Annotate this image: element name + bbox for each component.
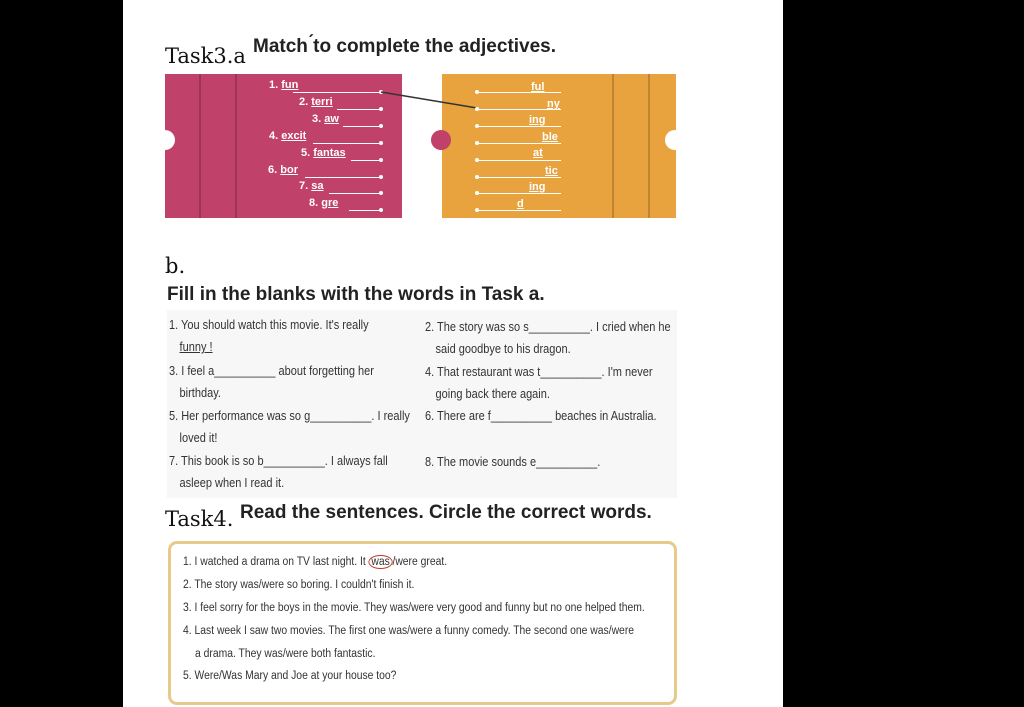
left-item-8: 8. gre — [309, 197, 339, 209]
task3b-heading: Fill in the blanks with the words in Task a. — [167, 284, 545, 305]
right-item-1: ful — [531, 81, 545, 93]
fill-item-6: 6. There are f__________ beaches in Australia. — [425, 409, 657, 423]
fill-item-7: 7. This book is so b__________. I always fall asleep when I read it. — [169, 454, 388, 490]
task3-label: Task3.a — [165, 44, 246, 68]
left-item-7: 7. sa — [299, 180, 324, 192]
right-item-2: ny — [547, 98, 560, 110]
task4-sentence-4-cont: a drama. They was/were both fantastic. — [195, 648, 376, 660]
left-item-1: 1. fun — [269, 79, 299, 91]
fill-item-5: 5. Her performance was so g__________. I really loved it! — [169, 409, 410, 445]
left-item-4: 4. excit — [269, 130, 307, 142]
fill-item-3: 3. I feel a__________ about forgetting her birthday. — [169, 364, 374, 400]
task4-label: Task4. — [165, 507, 234, 531]
right-item-7: ing — [529, 181, 546, 193]
task4-box — [168, 541, 677, 705]
fill-in-exercise — [167, 310, 677, 498]
puzzle-image — [165, 74, 676, 218]
left-item-3: 3. aw — [312, 113, 339, 125]
right-item-3: ing — [529, 114, 546, 126]
task3-heading: Match ́to complete the adjectives. — [253, 36, 557, 57]
right-item-4: ble — [542, 131, 558, 143]
left-item-2: 2. terri — [299, 96, 333, 108]
worksheet-page — [123, 0, 783, 707]
task4-heading: Read the sentences. Circle the correct words. — [240, 502, 652, 523]
fill-item-1: 1. You should watch this movie. It's really funny ! — [169, 318, 369, 354]
task4-sentence-3: 3. I feel sorry for the boys in the movie. They was/were very good and funny but no one helped them. — [183, 602, 645, 614]
left-item-6: 6. bor — [268, 164, 298, 176]
task4-sentence-1: 1. I watched a drama on TV last night. It was /were great. — [183, 556, 448, 568]
right-item-5: at — [533, 147, 543, 159]
fill-item-2: 2. The story was so s__________. I cried when he said goodbye to his dragon. — [425, 320, 671, 356]
right-item-6: tic — [545, 165, 558, 177]
task4-sentence-4: 4. Last week I saw two movies. The first one was/were a funny comedy. The second one was/were — [183, 625, 635, 637]
fill-item-4: 4. That restaurant was t__________. I'm never going back there again. — [425, 365, 653, 401]
right-item-8: d — [517, 198, 524, 210]
fill-item-8: 8. The movie sounds e__________. — [425, 455, 601, 469]
match-line — [165, 74, 676, 218]
circled-answer: was — [369, 555, 393, 569]
task3b-label: b. — [165, 254, 186, 278]
task4-sentence-5: 5. Were/Was Mary and Joe at your house too? — [183, 670, 397, 682]
task4-sentence-2: 2. The story was/were so boring. I couldn't finish it. — [183, 579, 415, 591]
left-item-5: 5. fantas — [301, 147, 346, 159]
